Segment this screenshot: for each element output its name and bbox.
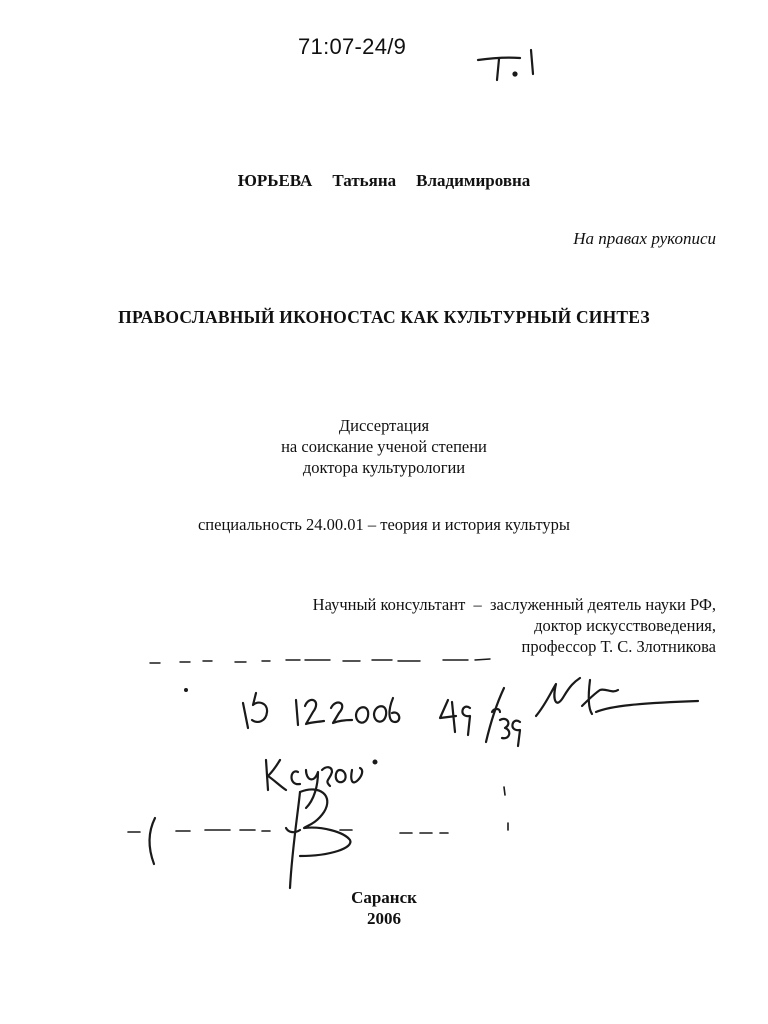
- rights-notice: На правах рукописи: [573, 229, 716, 248]
- handwritten-word: [266, 760, 376, 808]
- advisor-line-1: Научный консультант – заслуженный деятель науки РФ,: [312, 595, 716, 614]
- advisor-line-2: доктор искусствоведения,: [534, 616, 716, 635]
- handwritten-number: [440, 688, 520, 746]
- advisor-line-3: профессор Т. С. Злотникова: [521, 637, 716, 656]
- year: 2006: [367, 909, 401, 928]
- degree-line-3: доктора культурологии: [302, 458, 466, 477]
- bracket-mark: [128, 818, 155, 864]
- catalog-number: 71:07-24/9: [298, 34, 407, 59]
- signature-top: [536, 678, 698, 716]
- degree-line-1: Диссертация: [338, 416, 430, 435]
- signature-bottom: [286, 789, 350, 888]
- author-patronymic: Владимировна: [416, 171, 531, 190]
- handwritten-date: [243, 693, 399, 728]
- city-year-block: [0, 887, 768, 929]
- dissertation-title: ПРАВОСЛАВНЫЙ ИКОНОСТАС КАК КУЛЬТУРНЫЙ СИНТЕЗ: [118, 307, 650, 327]
- handwritten-volume-mark: [478, 50, 533, 80]
- city: Саранск: [351, 888, 417, 907]
- specialty: специальность 24.00.01 – теория и история культуры: [197, 515, 571, 534]
- author-first-name: Татьяна: [332, 171, 397, 190]
- author-surname: ЮРЬЕВА: [237, 171, 313, 190]
- degree-line-2: на соискание ученой степени: [281, 437, 487, 456]
- tick-marks: [185, 689, 508, 830]
- dashed-line-2: [176, 830, 448, 833]
- dashed-line-1: [150, 659, 490, 663]
